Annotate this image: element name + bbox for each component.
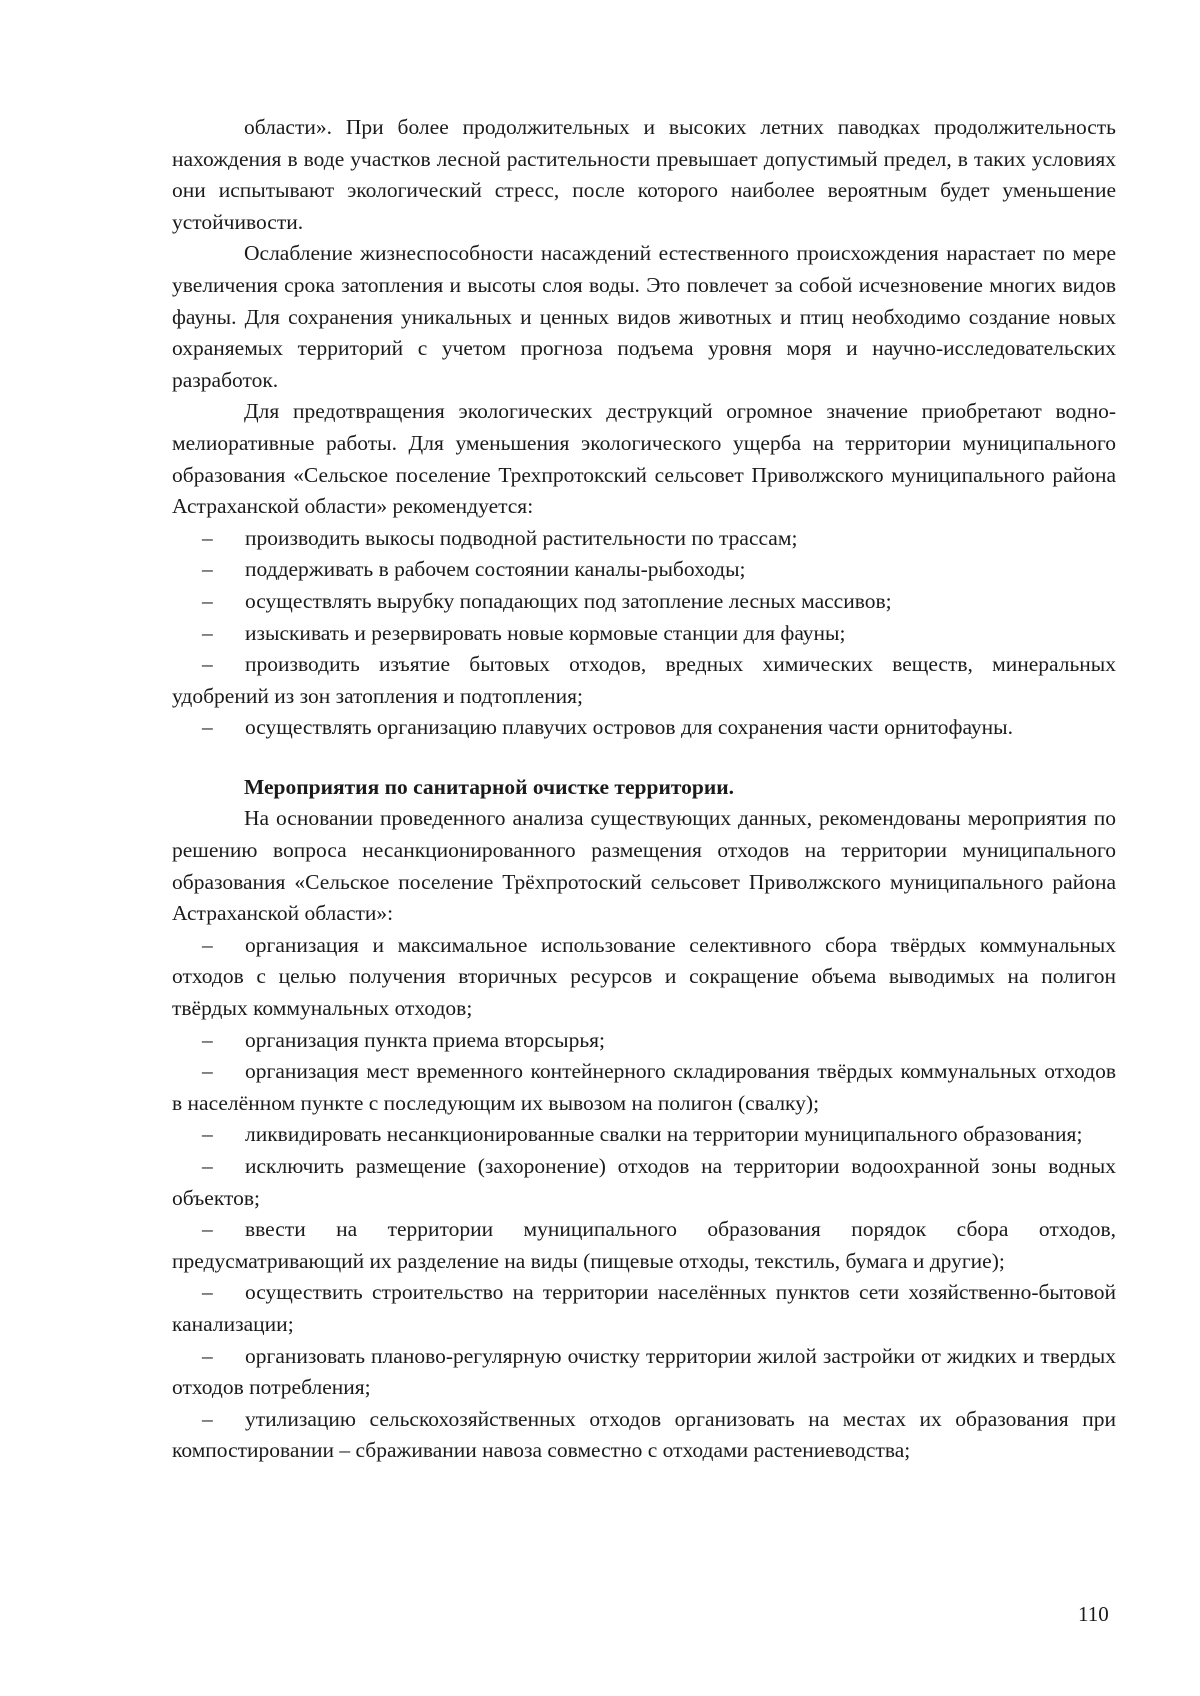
list-item-text: ликвидировать несанкционированные свалки на территории муниципального образования;: [245, 1122, 1083, 1147]
list-dash: –: [202, 525, 213, 550]
list-item: [172, 1341, 1116, 1404]
list-item: [172, 618, 1116, 650]
page-content: [172, 112, 1116, 1467]
list-item-text: утилизацию сельскохозяйственных отходов организовать на местах их образования при компостировании – сбраживании навоза совместно с отходами растениеводства;: [172, 1406, 1116, 1463]
list-item-text: производить выкосы подводной растительности по трассам;: [245, 525, 798, 550]
section-intro: На основании проведенного анализа существующих данных, рекомендованы мероприятия по решению вопроса несанкционированного размещения отходов на территории муниципального образования «Сельское поселение Трёхпротоский сельсовет Приволжского муниципального района Астраханской области»:: [172, 806, 1116, 926]
paragraph: области». При более продолжительных и высоких летних паводках продолжительность нахождения в воде участков лесной растительности превышает допустимый предел, в таких условиях они испытывают экологический стресс, после которого наиболее вероятным будет уменьшение устойчивости.: [172, 115, 1116, 234]
list-item-text: исключить размещение (захоронение) отходов на территории водоохранной зоны водных объектов;: [172, 1154, 1116, 1210]
list-item: [172, 1404, 1116, 1467]
list-item: [172, 649, 1116, 712]
list-item-text: организация мест временного контейнерного складирования твёрдых коммунальных отходов в населённом пункте с последующим их вывозом на полигон (свалку);: [172, 1059, 1116, 1115]
paragraph: Для предотвращения экологических деструкций огромное значение приобретают водно-мелиоративные работы. Для уменьшения экологического ущерба на территории муниципального образования «Сельское поселение Трехпротокский сельсовет Приволжского муниципального района Астраханской области» рекомендуется:: [172, 399, 1116, 519]
list-dash: –: [202, 620, 213, 645]
list-dash: –: [202, 1217, 213, 1242]
list-item: [172, 1151, 1116, 1214]
list-item-text: организация пункта приема вторсырья;: [245, 1027, 605, 1052]
sanitation-measures-list: [172, 930, 1116, 1467]
list-dash: –: [202, 1059, 213, 1084]
list-item: [172, 1056, 1116, 1119]
list-item: [172, 1025, 1116, 1057]
list-dash: –: [202, 715, 213, 740]
list-dash: –: [202, 1280, 213, 1305]
list-dash: –: [202, 1343, 213, 1368]
list-item: [172, 1214, 1116, 1277]
list-dash: –: [202, 588, 213, 613]
page-number: 110: [1078, 1602, 1109, 1626]
list-dash: –: [202, 652, 213, 677]
recommendation-list: [172, 523, 1116, 744]
section-heading: Мероприятия по санитарной очистке территории.: [244, 774, 734, 799]
list-dash: –: [202, 1406, 213, 1431]
list-item-text: осуществлять организацию плавучих островов для сохранения части орнитофауны.: [245, 715, 1014, 740]
list-dash: –: [202, 1027, 213, 1052]
list-dash: –: [202, 1122, 213, 1147]
list-item: [172, 930, 1116, 1025]
list-item-text: осуществлять вырубку попадающих под затопление лесных массивов;: [245, 588, 892, 613]
list-item: [172, 523, 1116, 555]
list-dash: –: [202, 1154, 213, 1178]
list-item-text: организация и максимальное использование селективного сбора твёрдых коммунальных отходов с целью получения вторичных ресурсов и сокращение объема выводимых на полигон твёрдых коммунальных отходов;: [172, 932, 1116, 1021]
list-item: [172, 554, 1116, 586]
list-item-text: ввести на территории муниципального образования порядок сбора отходов, предусматривающий их разделение на виды (пищевые отходы, текстиль, бумага и другие);: [172, 1217, 1116, 1273]
list-dash: –: [202, 932, 213, 957]
list-dash: –: [202, 557, 213, 582]
list-item-text: организовать планово-регулярную очистку территории жилой застройки от жидких и твердых отходов потребления;: [172, 1343, 1116, 1400]
list-item-text: изыскивать и резервировать новые кормовые станции для фауны;: [245, 620, 846, 645]
paragraph: Ослабление жизнеспособности насаждений естественного происхождения нарастает по мере увеличения срока затопления и высоты слоя воды. Это повлечет за собой исчезновение многих видов фауны. Для сохранения уникальных и ценных видов животных и птиц необходимо создание новых охраняемых территорий с учетом прогноза подъема уровня моря и научно-исследовательских разработок.: [172, 241, 1116, 392]
list-item: [172, 712, 1116, 744]
list-item: [172, 1277, 1116, 1340]
list-item-text: осуществить строительство на территории населённых пунктов сети хозяйственно-бытовой канализации;: [172, 1280, 1116, 1336]
list-item-text: поддерживать в рабочем состоянии каналы-рыбоходы;: [245, 557, 746, 582]
list-item: [172, 586, 1116, 618]
list-item-text: производить изъятие бытовых отходов, вредных химических веществ, минеральных удобрений из зон затопления и подтопления;: [172, 652, 1116, 708]
list-item: [172, 1119, 1116, 1151]
